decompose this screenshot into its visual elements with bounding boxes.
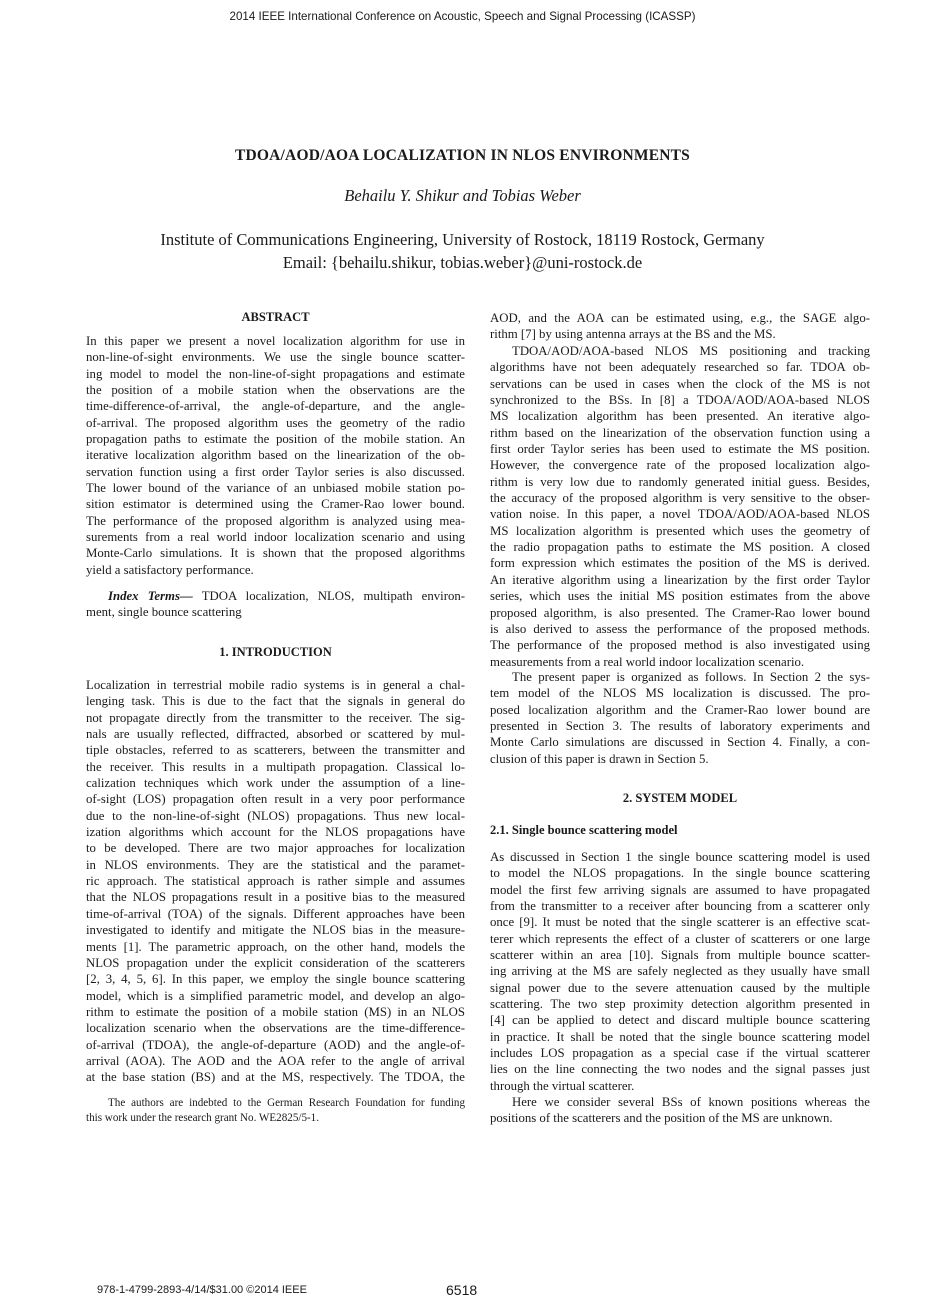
text-line: localization scenario when the observations are the time-difference- bbox=[86, 1021, 465, 1036]
isbn-copyright: 978-1-4799-2893-4/14/$31.00 ©2014 IEEE bbox=[97, 1284, 307, 1296]
text-line: yield a satisfactory performance. bbox=[86, 562, 254, 577]
paper-title: TDOA/AOD/AOA LOCALIZATION IN NLOS ENVIRONMENTS bbox=[234, 147, 691, 164]
text-line: servations can be used in cases when the clock of the MS is not bbox=[490, 376, 870, 391]
text-line: The performance of the proposed algorithm is analyzed using mea- bbox=[86, 513, 465, 528]
text-line: surements from a real world indoor localization scenario and using bbox=[86, 530, 465, 545]
index-terms bbox=[86, 588, 465, 621]
system-model-paragraph-1 bbox=[490, 849, 870, 1094]
text-line: arrival (AOA). The AOD and the AOA refer to the angle of arrival bbox=[86, 1053, 465, 1068]
text-line: Monte-Carlo simulations. It is shown that the proposed algorithms bbox=[86, 546, 465, 561]
abstract-heading: ABSTRACT bbox=[241, 310, 310, 324]
text-line: positions of the scatterers and the position of the MS are unknown. bbox=[490, 1111, 833, 1126]
index-terms-line: ment, single bounce scattering bbox=[86, 605, 242, 620]
text-line: signal power due to the severe attenuation caused by the multiple bbox=[490, 980, 870, 995]
text-line: that the NLOS propagations result in a positive bias to the measured bbox=[86, 890, 465, 905]
text-line: through the virtual scatterer. bbox=[490, 1078, 635, 1093]
text-line: nals are usually reflected, diffracted, absorbed or scattered by mul- bbox=[86, 727, 465, 742]
intro-continued-3 bbox=[490, 669, 870, 767]
text-line: However, the convergence rate of the proposed localization algo- bbox=[490, 458, 870, 473]
text-line: scatterer within an area [10]. Signals from multiple bounce scatter- bbox=[490, 948, 870, 963]
text-line: the receiver. This results in a multipath propagation. Classical lo- bbox=[86, 759, 465, 774]
text-line: posed localization algorithm and the Cramer-Rao lower bound are bbox=[490, 702, 870, 717]
text-line: model, which is a simplified parametric model, and develop an algo- bbox=[86, 988, 465, 1003]
text-line: calization techniques which work under the assumption of a line- bbox=[86, 776, 465, 791]
text-line: As discussed in Section 1 the single bounce scattering model is used bbox=[490, 850, 870, 864]
text-line: terer which represents the effect of a cluster of scatterers or one large bbox=[490, 931, 870, 946]
text-line: lies on the line connecting the two nodes and the signal passes just bbox=[490, 1062, 870, 1077]
text-line: [4] can be applied to detect and discard multiple bounce scattering bbox=[490, 1013, 870, 1028]
text-line: iterative localization algorithm based on the linearization of the ob- bbox=[86, 448, 465, 463]
text-line: the position of a mobile station when the observations are the bbox=[86, 383, 465, 398]
introduction-body bbox=[86, 677, 465, 1086]
authors: Behailu Y. Shikur and Tobias Weber bbox=[344, 186, 581, 205]
footnote bbox=[86, 1096, 465, 1126]
abstract-body bbox=[86, 333, 465, 578]
text-line: rithm is very low due to randomly generated initial guess. Besides, bbox=[490, 474, 870, 489]
text-line: ization algorithms which account for the NLOS propagations have bbox=[86, 825, 465, 840]
text-line: ing model to model the non-line-of-sight propagations and estimate bbox=[86, 366, 465, 381]
text-line: The present paper is organized as follows. In Section 2 the sys- bbox=[512, 670, 870, 684]
text-line: NLOS propagation under the explicit consideration of the scatterers bbox=[86, 955, 465, 970]
text-line: due to the non-line-of-sight (NLOS) propagations. Thus new local- bbox=[86, 808, 465, 823]
text-line: form expression which estimates the position of the MS is derived. bbox=[490, 556, 870, 571]
text-line: algorithms have not been adequately researched so far. TDOA ob- bbox=[490, 360, 870, 375]
text-line: rithm based on the linearization of the observation function using a bbox=[490, 425, 870, 440]
text-line: includes LOS propagation as a special case if the virtual scatterer bbox=[490, 1046, 870, 1061]
text-line: series, which uses the initial MS position estimates from the above bbox=[490, 589, 870, 604]
text-line: ric approach. The statistical approach is rather simple and assumes bbox=[86, 874, 465, 889]
affiliation-block bbox=[0, 228, 925, 274]
text-line: the radio propagation paths to estimate the MS position. A closed bbox=[490, 540, 870, 555]
text-line: propagation paths to estimate the position of the mobile station. An bbox=[86, 432, 465, 447]
text-line: the accuracy of the proposed algorithm is very sensitive to the obser- bbox=[490, 491, 870, 506]
text-line: Here we consider several BSs of known positions whereas the bbox=[512, 1095, 870, 1109]
text-line: measurements from a real world indoor localization scenario. bbox=[490, 654, 805, 669]
text-line: is also derived to assess the performance of the proposed methods. bbox=[490, 621, 870, 636]
system-model-paragraph-2 bbox=[490, 1094, 870, 1127]
text-line: tiple obstacles, referred to as scatterers, between the transmitter and bbox=[86, 743, 465, 758]
text-line: presented in Section 3. The results of laboratory experiments and bbox=[490, 719, 870, 734]
text-line: from the transmitter to a receiver after bouncing from a scatterer only bbox=[490, 899, 870, 914]
text-line: at the base station (BS) and at the MS, respectively. The TDOA, the bbox=[86, 1070, 465, 1085]
text-line: AOD, and the AOA can be estimated using, e.g., the SAGE algo- bbox=[490, 311, 870, 325]
text-line: not propagate directly from the transmitter to the receiver. The sig- bbox=[86, 710, 465, 725]
text-line: [2, 3, 4, 5, 6]. In this paper, we employ the single bounce scattering bbox=[86, 972, 465, 987]
conference-header: 2014 IEEE International Conference on Acoustic, Speech and Signal Processing (ICASSP) bbox=[229, 10, 696, 23]
text-line: ing arriving at the MS are safely neglected as they usually have small bbox=[490, 964, 870, 979]
text-line: Monte Carlo simulations are discussed in Section 4. Finally, a con- bbox=[490, 735, 870, 750]
text-line: In this paper we present a novel localization algorithm for use in bbox=[86, 334, 465, 348]
text-line: The authors are indebted to the German Research Foundation for funding bbox=[108, 1097, 465, 1109]
text-line: The performance of the proposed method is also investigated using bbox=[490, 638, 870, 653]
text-line: to model the NLOS propagations. In the single bounce scattering bbox=[490, 866, 870, 881]
system-model-heading: 2. SYSTEM MODEL bbox=[622, 791, 738, 805]
intro-continued-2 bbox=[490, 343, 870, 670]
text-line: rithm to estimate the position of a mobile station (MS) in an NLOS bbox=[86, 1004, 465, 1019]
text-line: non-line-of-sight environments. We use the single bounce scatter- bbox=[86, 350, 465, 365]
text-line: of-sight (LOS) propagation often result in a very poor performance bbox=[86, 792, 465, 807]
intro-continued-1 bbox=[490, 310, 870, 343]
text-line: synchronized to the BSs. In [8] a TDOA/AOD/AOA-based NLOS bbox=[490, 393, 870, 408]
text-line: in practice. It shall be noted that the single bounce scattering model bbox=[490, 1029, 870, 1044]
index-terms-line: TDOA localization, NLOS, multipath environ- bbox=[201, 589, 466, 603]
text-line: rithm [7] by using antenna arrays at the BS and the MS. bbox=[490, 327, 776, 342]
text-line: scattering. The two step proximity detection algorithm presented in bbox=[490, 997, 870, 1012]
email: Email: {behailu.shikur, tobias.weber}@uni-rostock.de bbox=[282, 253, 643, 272]
text-line: sition estimator is determined using the Cramer-Rao lower bound. bbox=[86, 497, 465, 512]
text-line: this work under the research grant No. WE2825/5-1. bbox=[86, 1112, 320, 1125]
text-line: first order Taylor series has been used to estimate the MS position. bbox=[490, 442, 870, 457]
text-line: model the first few arriving signals are assumed to have propagated bbox=[490, 882, 870, 897]
text-line: to be developed. There are two major approaches for localization bbox=[86, 841, 465, 856]
text-line: ments [1]. The parametric approach, on the other hand, models the bbox=[86, 939, 465, 954]
page-number: 6518 bbox=[446, 1282, 478, 1298]
text-line: tem model of the NLOS MS localization is discussed. The pro- bbox=[490, 686, 870, 701]
text-line: of-arrival (TDOA), the angle-of-departure (AOD) and the angle-of- bbox=[86, 1037, 465, 1052]
text-line: TDOA/AOD/AOA-based NLOS MS positioning and tracking bbox=[512, 344, 870, 358]
text-line: once [9]. It must be noted that the single scatterer is an effective scat- bbox=[490, 915, 870, 930]
text-line: investigated to identify and mitigate the NLOS bias in the measure- bbox=[86, 923, 465, 938]
index-terms-label: Index Terms— bbox=[108, 589, 193, 603]
text-line: time-difference-of-arrival, the angle-of-departure, and the angle- bbox=[86, 399, 465, 414]
text-line: time-of-arrival (TOA) of the signals. Different approaches have been bbox=[86, 906, 465, 921]
text-line: The lower bound of the variance of an unbiased mobile station po- bbox=[86, 481, 465, 496]
text-line: of-arrival. The proposed algorithm uses the geometry of the radio bbox=[86, 415, 465, 430]
text-line: Localization in terrestrial mobile radio systems is in general a chal- bbox=[86, 678, 465, 692]
text-line: An iterative algorithm using a linearization by the first order Taylor bbox=[490, 572, 870, 587]
text-line: vation noise. In this paper, a novel TDOA/AOD/AOA-based NLOS bbox=[490, 507, 870, 522]
text-line: MS localization algorithm has been presented. An iterative algo- bbox=[490, 409, 870, 424]
text-line: MS localization algorithm is presented which uses the geometry of bbox=[490, 523, 870, 538]
text-line: servation function using a first order Taylor series is also discussed. bbox=[86, 464, 465, 479]
text-line: proposed algorithm, is also presented. The Cramer-Rao lower bound bbox=[490, 605, 870, 620]
system-model-subheading: 2.1. Single bounce scattering model bbox=[490, 823, 678, 837]
text-line: lenging task. This is due to the fact that the signals in general do bbox=[86, 694, 465, 709]
affiliation: Institute of Communications Engineering, University of Rostock, 18119 Rostock, Germany bbox=[160, 230, 765, 249]
introduction-heading: 1. INTRODUCTION bbox=[219, 645, 332, 659]
text-line: in NLOS environments. They are the statistical and the paramet- bbox=[86, 857, 465, 872]
text-line: clusion of this paper is drawn in Section 5. bbox=[490, 751, 709, 766]
